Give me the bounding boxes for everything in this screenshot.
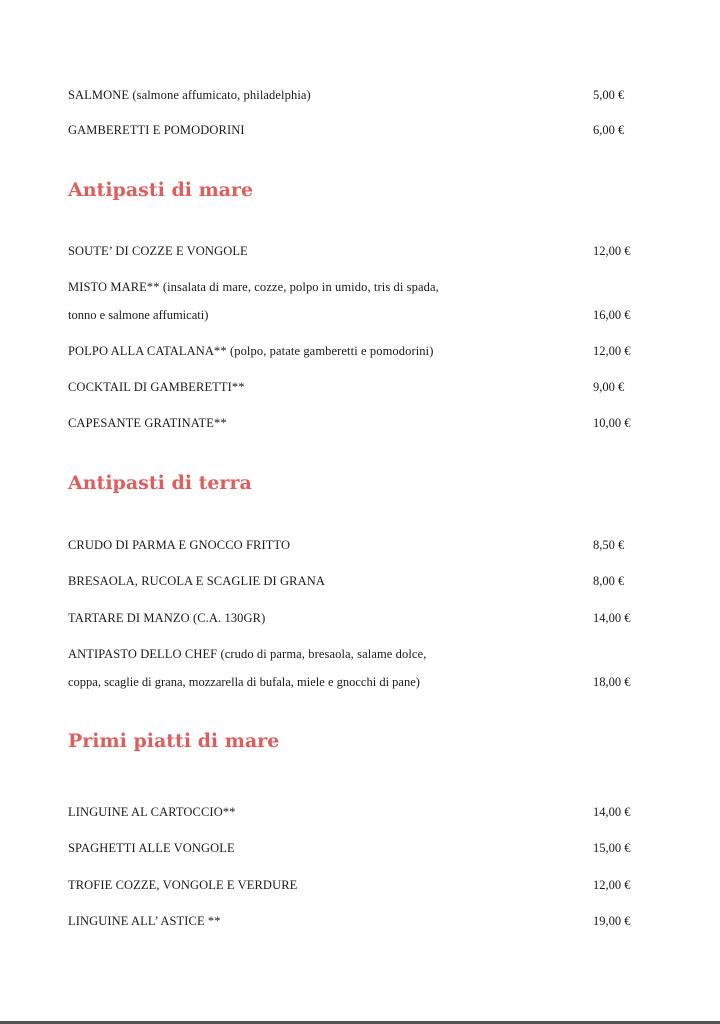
section-title-antipasti-mare: Antipasti di mare (68, 179, 254, 201)
menu-item-price: 12,00 € (593, 878, 631, 892)
menu-item-name-continued: tonno e salmone affumicati) (68, 308, 209, 322)
menu-item-price: 12,00 € (593, 344, 631, 358)
menu-item-name: SPAGHETTI ALLE VONGOLE (68, 841, 235, 855)
menu-item-name: SOUTE’ DI COZZE E VONGOLE (68, 244, 248, 258)
menu-item-name: COCKTAIL DI GAMBERETTI** (68, 380, 245, 394)
menu-item-name: CRUDO DI PARMA E GNOCCO FRITTO (68, 538, 291, 552)
menu-item-name: POLPO ALLA CATALANA** (polpo, patate gamberetti e pomodorini) (68, 344, 434, 358)
menu-item-price: 15,00 € (593, 841, 631, 855)
menu-item-name: ANTIPASTO DELLO CHEF (crudo di parma, bresaola, salame dolce, (68, 647, 427, 661)
menu-item-price: 14,00 € (593, 805, 631, 819)
menu-item-price: 9,00 € (593, 380, 625, 394)
menu-item-price: 10,00 € (593, 416, 631, 430)
section-title-primi-mare: Primi piatti di mare (68, 730, 280, 752)
menu-item-price: 16,00 € (593, 308, 631, 322)
menu-item-price: 6,00 € (593, 123, 625, 137)
menu-item-name: TROFIE COZZE, VONGOLE E VERDURE (68, 878, 298, 892)
menu-item-name: LINGUINE AL CARTOCCIO** (68, 805, 236, 819)
menu-item-price: 8,00 € (593, 574, 625, 588)
menu-item-price: 5,00 € (593, 88, 625, 102)
menu-item-name: MISTO MARE** (insalata di mare, cozze, polpo in umido, tris di spada, (68, 280, 439, 294)
menu-item-name-continued: coppa, scaglie di grana, mozzarella di bufala, miele e gnocchi di pane) (68, 675, 420, 689)
menu-item-price: 19,00 € (593, 914, 631, 928)
menu-item-name: CAPESANTE GRATINATE** (68, 416, 227, 430)
menu-item-name: TARTARE DI MANZO (C.A. 130GR) (68, 611, 266, 625)
menu-item-price: 12,00 € (593, 244, 631, 258)
menu-item-name: BRESAOLA, RUCOLA E SCAGLIE DI GRANA (68, 574, 325, 588)
menu-item-name: LINGUINE ALL’ ASTICE ** (68, 914, 221, 928)
menu-item-price: 18,00 € (593, 675, 631, 689)
menu-item-price: 14,00 € (593, 611, 631, 625)
menu-item-name: GAMBERETTI E POMODORINI (68, 123, 245, 137)
section-title-antipasti-terra: Antipasti di terra (68, 472, 252, 494)
menu-item-name: SALMONE (salmone affumicato, philadelphia) (68, 88, 311, 102)
menu-item-price: 8,50 € (593, 538, 625, 552)
